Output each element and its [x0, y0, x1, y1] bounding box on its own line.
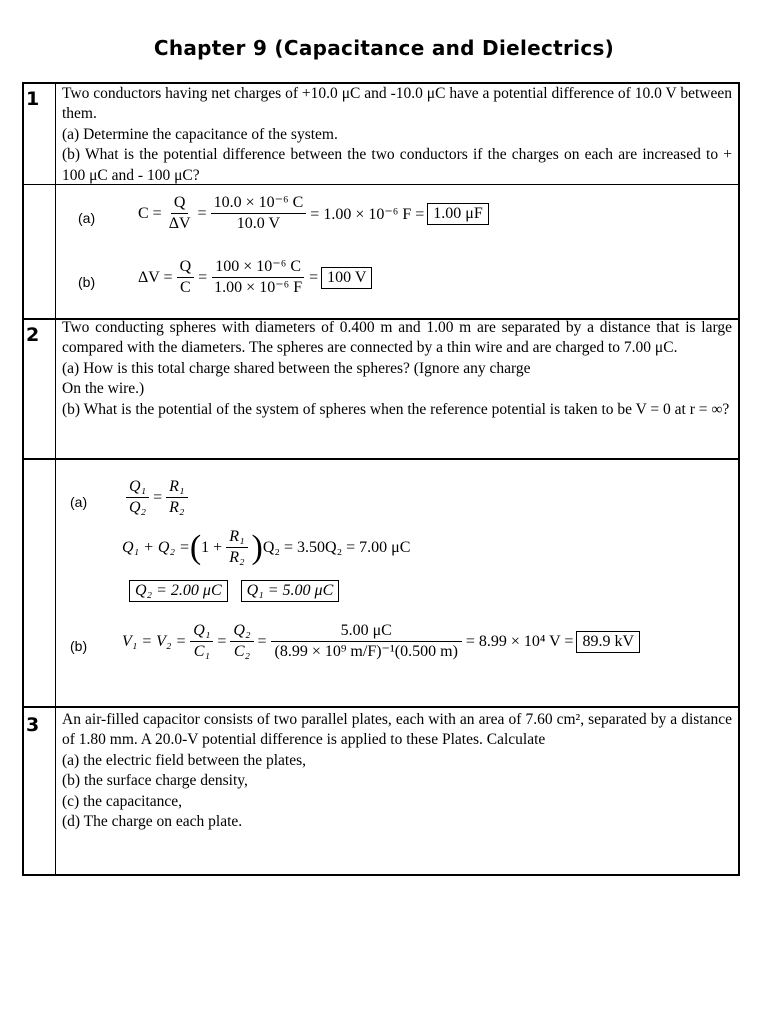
- fraction: $\frac{Q}{C}$: [177, 258, 195, 297]
- number-column-divider: [55, 82, 56, 876]
- capacitance-equation: C = $\frac{Q}{\Delta V}$ = $\frac{\text{10.0 × 10⁻⁶ C}}{10.0 V}$ = 1.00 × 10⁻⁶ F = 1.00 μF: [138, 194, 489, 233]
- problem-2-question: [62, 318, 732, 420]
- equation-result: = 1.00 × 10⁻⁶ F =: [310, 205, 425, 223]
- row-divider: [22, 458, 740, 460]
- fraction: $\frac{\text{10.0 × 10⁻⁶ C}}{10.0 V}$: [211, 194, 307, 233]
- question-text: An air-filled capacitor consists of two parallel plates, each with an area of 7.60 cm², separated by a distance of 1.80 mm. A 20.0-V potential difference is applied to these Plates. Calculate: [62, 711, 732, 749]
- solution-part-b-label: (b): [70, 638, 88, 654]
- equation-lhs: C =: [138, 204, 162, 222]
- question-part-a: (a) the electric field between the plates,: [62, 751, 306, 769]
- page-title: Chapter 9 (Capacitance and Dielectrics): [153, 36, 615, 60]
- equation-lhs: ΔV =: [138, 268, 173, 286]
- row-divider: [22, 706, 740, 708]
- boxed-answer: 1.00 μF: [427, 203, 488, 225]
- problems-table: [22, 82, 740, 876]
- problem-number: 1: [26, 88, 40, 110]
- boxed-answer: 100 V: [321, 267, 372, 289]
- problem-1-question: [62, 84, 732, 186]
- question-text: Two conductors having net charges of +10.0 μC and -10.0 μC have a potential difference of 10.0 V between them.: [62, 85, 732, 123]
- question-text: Two conducting spheres with diameters of 0.400 m and 1.00 m are separated by a distance that is large compared with the diameters. The spheres are connected by a thin wire and are charged to 7.00 μC.: [62, 319, 732, 357]
- question-part-a: (a) Determine the capacitance of the system.: [62, 125, 338, 143]
- solution-part-a-label: (a): [70, 494, 88, 510]
- problem-number: 2: [26, 324, 40, 346]
- table-border-bottom: [22, 874, 740, 876]
- potential-equation: ΔV = $\frac{Q}{C}$ = $\frac{\text{100 × 10⁻⁶ C}}{\text{1.00 × 10⁻⁶ F}}$ = 100 V: [138, 258, 372, 297]
- table-border-left: [22, 82, 24, 876]
- boxed-answer: 89.9 kV: [576, 631, 640, 653]
- charge-answers: [126, 580, 339, 602]
- boxed-answer-q2: Q₂ = 2.00 μC: [129, 580, 228, 602]
- problem-number: 3: [26, 714, 40, 736]
- table-border-right: [738, 82, 740, 876]
- question-part-b: (b) What is the potential difference between the two conductors if the charges on each are increased to + 100 μC and - 100 μC?: [62, 146, 732, 184]
- solution-part-a-label: (a): [78, 210, 96, 226]
- question-part-b: (b) the surface charge density,: [62, 772, 248, 790]
- solution-part-b-label: (b): [78, 274, 96, 290]
- fraction: $\frac{Q}{\Delta V}$: [168, 194, 191, 232]
- boxed-answer-q1: Q₁ = 5.00 μC: [241, 580, 340, 602]
- question-part-b: (b) What is the potential of the system of spheres when the reference potential is taken to be V = 0 at r = ∞?: [62, 400, 730, 418]
- question-part-d: (d) The charge on each plate.: [62, 813, 243, 831]
- fraction: $\frac{\text{100 × 10⁻⁶ C}}{\text{1.00 × 10⁻⁶ F}}$: [214, 258, 303, 296]
- question-part-a-continued: On the wire.): [62, 380, 145, 398]
- question-part-a: (a) How is this total charge shared between the spheres? (Ignore any charge: [62, 359, 531, 377]
- system-potential-equation: V₁ = V₂ = $\frac{\text{Q₁}}{\text{C₁}}$ = $\frac{\text{Q₂}}{\text{C₂}}$ = $\frac{5.00 \mu C}{\text{(8.99 × 10⁹ m/F)⁻¹(0.500 m)}}$ = 8.99 × 10⁴ V = 89.9 kV: [122, 622, 640, 661]
- charge-sum-equation: Q₁ + Q₂ = ( 1 + $\frac{\text{R₁}}{\text{R₂}}$ ) Q₂ = 3.50Q₂ = 7.00 μC: [122, 528, 411, 566]
- problem-3-question: [62, 710, 732, 832]
- question-part-c: (c) the capacitance,: [62, 792, 183, 810]
- charge-ratio-equation: $\frac{\text{Q₁}}{\text{Q₂}}$ = $\frac{\text{R₁}}{\text{R₂}}$: [122, 478, 192, 517]
